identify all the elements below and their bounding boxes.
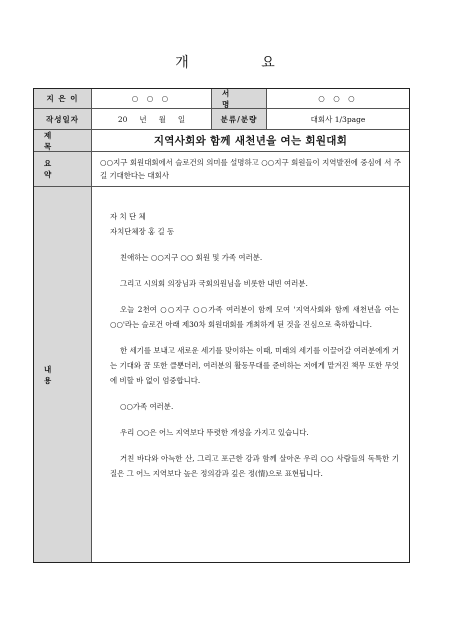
content-paragraph: ○○가족 여러분. bbox=[120, 402, 174, 411]
date-label: 작성일자 bbox=[34, 109, 92, 129]
author-label: 지 은 이 bbox=[34, 89, 92, 108]
date-month-unit: 월 bbox=[158, 114, 166, 124]
summary-form bbox=[33, 88, 410, 563]
summary-row bbox=[34, 152, 409, 187]
content-paragraph: 거친 바다와 아늑한 산, 그리고 포근한 강과 함께 살아온 우리 ○○ 사람들의 독특한 기질은 그 어느 지역보다 높은 정의감과 깊은 정(情)으로 표현됩니다. bbox=[110, 454, 399, 478]
author-value: ○ ○ ○ bbox=[92, 89, 212, 108]
summary-value: ○○지구 회원대회에서 슬로건의 의미를 설명하고 ○○지구 회원들이 지역발전에 중심에 서 주길 기대한다는 대회사 bbox=[100, 158, 401, 180]
content-row bbox=[34, 187, 409, 562]
author-row bbox=[34, 89, 409, 109]
document-title: 개 요 bbox=[175, 55, 309, 71]
category-label: 분류/분량 bbox=[212, 109, 267, 129]
category-value: 대회사 1/3page bbox=[310, 114, 366, 124]
content-org: 자 치 단 체 bbox=[110, 212, 146, 221]
content-paragraph: 그리고 시의회 의장님과 국회의원님을 비롯한 내빈 여러분. bbox=[120, 279, 308, 288]
content-label: 내 용 bbox=[34, 187, 92, 562]
date-day-unit: 일 bbox=[177, 114, 186, 124]
content-paragraph: 우리 ○○은 어느 지역보다 뚜렷한 개성을 가지고 있습니다. bbox=[120, 428, 309, 437]
summary-label: 요 약 bbox=[34, 152, 92, 186]
subject-value: 지역사회와 함께 새천년을 여는 회원대회 bbox=[153, 135, 348, 147]
book-title-label: 서 명 bbox=[212, 89, 267, 108]
content-sender: 자치단체장 홍 길 동 bbox=[110, 227, 175, 236]
date-year-unit: 년 bbox=[139, 114, 147, 124]
date-year: 20 bbox=[117, 114, 128, 124]
subject-label: 제 목 bbox=[34, 130, 92, 151]
date-row bbox=[34, 109, 409, 130]
content-paragraph: 한 세기를 보내고 새로운 세기를 맞이하는 이때, 미래의 세기를 이끌어갈 여러분에게 거는 기대와 꿈 또한 클뿐더러, 여러분의 활동무대를 준비하는 저에게 맡겨진 책무 또한 무엇에 비할 바 없이 엄중합니다. bbox=[110, 346, 399, 385]
content-paragraph: 오늘 2천여 ○○지구 ○○가족 여러분이 함께 모여 '지역사회와 함께 새천년을 여는 ○○'라는 슬로건 아래 제30차 회원대회를 개최하게 된 것을 진심으로 축하합니다. bbox=[110, 305, 399, 329]
subject-row bbox=[34, 130, 409, 152]
date-value bbox=[92, 109, 212, 129]
content-paragraph: 친애하는 ○○지구 ○○ 회원 및 가족 여러분. bbox=[120, 253, 263, 262]
book-title-value: ○ ○ ○ bbox=[318, 94, 358, 103]
content-body bbox=[92, 187, 409, 562]
